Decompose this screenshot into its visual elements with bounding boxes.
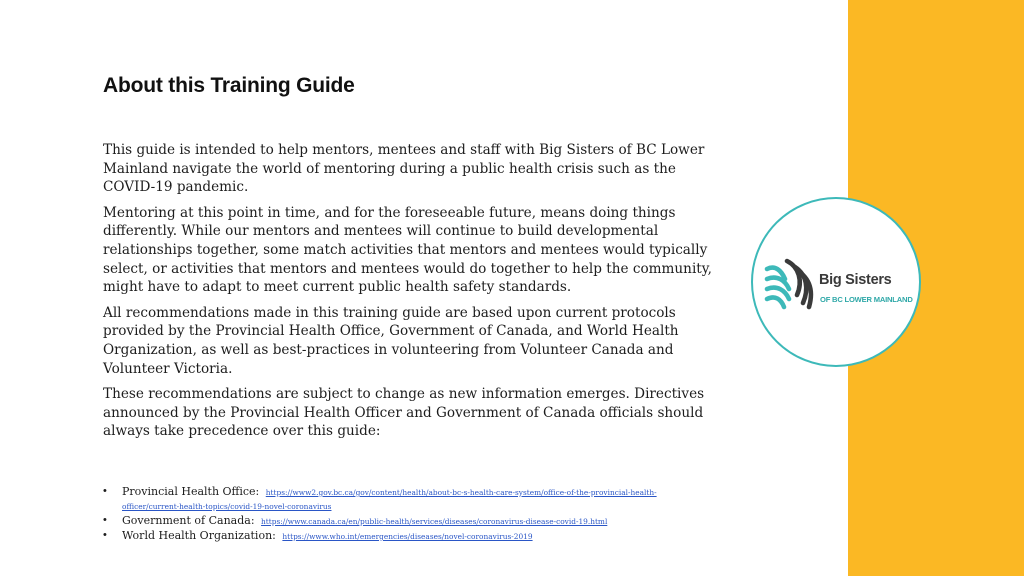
logo-name: Big Sisters <box>819 272 892 288</box>
paragraph-mentoring: Mentoring at this point in time, and for the foreseeable future, means doing things differently. While our mentors and mentees will continue to build developmental relationships together, some match activities that mentors and mentees would typically select, or activities that mentors and mentees would do together to help the community, might have to adapt to meet current public health safety standards. <box>103 204 712 296</box>
reference-label: Provincial Health Office: <box>122 485 260 498</box>
reference-label: Government of Canada: <box>122 514 255 527</box>
bullet-icon: • <box>103 485 107 497</box>
page-title: About this Training Guide <box>103 74 355 97</box>
reference-item-provincial <box>103 485 703 513</box>
logo-subtitle: OF BC LOWER MAINLAND <box>820 295 913 304</box>
reference-link-canada[interactable]: https://www.canada.ca/en/public-health/services/diseases/coronavirus-disease-covid-19.html <box>261 517 608 526</box>
paragraph-purpose: This guide is intended to help mentors, mentees and staff with Big Sisters of BC Lower Mainland navigate the world of mentoring during a public health crisis such as the COVID-19 pandemic. <box>103 142 705 196</box>
logo-badge <box>751 197 921 367</box>
body-text <box>103 141 715 448</box>
reference-list <box>103 485 703 544</box>
reference-item-who <box>103 529 703 543</box>
reference-link-provincial[interactable]: https://www2.gov.bc.ca/gov/content/health/about-bc-s-health-care-system/office-of-the-provincial-health-officer/current-health-topics/covid-19-novel-coronavirus <box>122 488 657 511</box>
bullet-icon: • <box>103 529 107 541</box>
reference-item-canada <box>103 514 703 528</box>
paragraph-recommendations: All recommendations made in this training guide are based upon current protocols provided by the Provincial Health Office, Government of Canada, and World Health Organization, as well as best-practices in volunteering from Volunteer Canada and Volunteer Victoria. <box>103 304 679 377</box>
reference-label: World Health Organization: <box>122 529 276 542</box>
reference-link-who[interactable]: https://www.who.int/emergencies/diseases/novel-coronavirus-2019 <box>282 532 533 541</box>
bullet-icon: • <box>103 514 107 526</box>
big-sisters-logo-icon <box>763 257 815 311</box>
paragraph-changes: These recommendations are subject to change as new information emerges. Directives announced by the Provincial Health Officer and Government of Canada officials should always take precedence over this guide: <box>103 386 705 440</box>
